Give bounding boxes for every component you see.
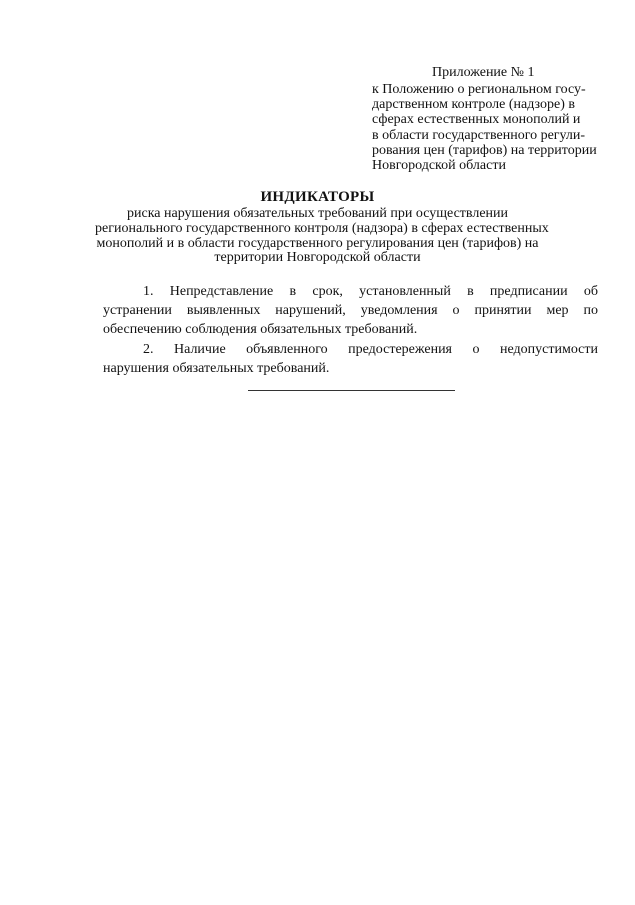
end-divider: [248, 390, 455, 391]
document-title: ИНДИКАТОРЫ: [260, 189, 375, 205]
indicator-item-1: [103, 282, 598, 339]
item-line: 1. Непредставление в срок, установленный в предписании об: [143, 284, 598, 299]
appendix-description-line: к Положению о региональном госу-: [372, 82, 586, 97]
indicator-item-2: [103, 340, 598, 378]
appendix-description-line: сферах естественных монополий и: [372, 112, 581, 128]
appendix-description-line: Новгородской области: [372, 158, 506, 174]
subtitle-line: монополий и в области государственного регулирования цен (тарифов) на: [96, 235, 539, 251]
appendix-description-line: в области государственного регули-: [372, 127, 586, 143]
appendix-number: Приложение № 1: [432, 65, 535, 80]
appendix-description: [372, 82, 602, 173]
item-line: обеспечению соблюдения обязательных требований.: [103, 322, 418, 337]
subtitle-line: риска нарушения обязательных требований при осуществлении: [126, 206, 509, 221]
appendix-description-line: рования цен (тарифов) на территории: [372, 142, 597, 158]
appendix-description-line: дарственном контроле (надзоре) в: [372, 97, 575, 113]
item-line: нарушения обязательных требований.: [103, 361, 330, 376]
subtitle-line: территории Новгородской области: [214, 250, 421, 266]
document-subtitle: [95, 206, 549, 266]
subtitle-line: регионального государственного контроля (надзора) в сферах естественных: [95, 220, 549, 236]
item-line: 2. Наличие объявленного предостережения о недопустимости: [143, 342, 598, 357]
item-line: устранении выявленных нарушений, уведомления о принятии мер по: [103, 303, 598, 318]
